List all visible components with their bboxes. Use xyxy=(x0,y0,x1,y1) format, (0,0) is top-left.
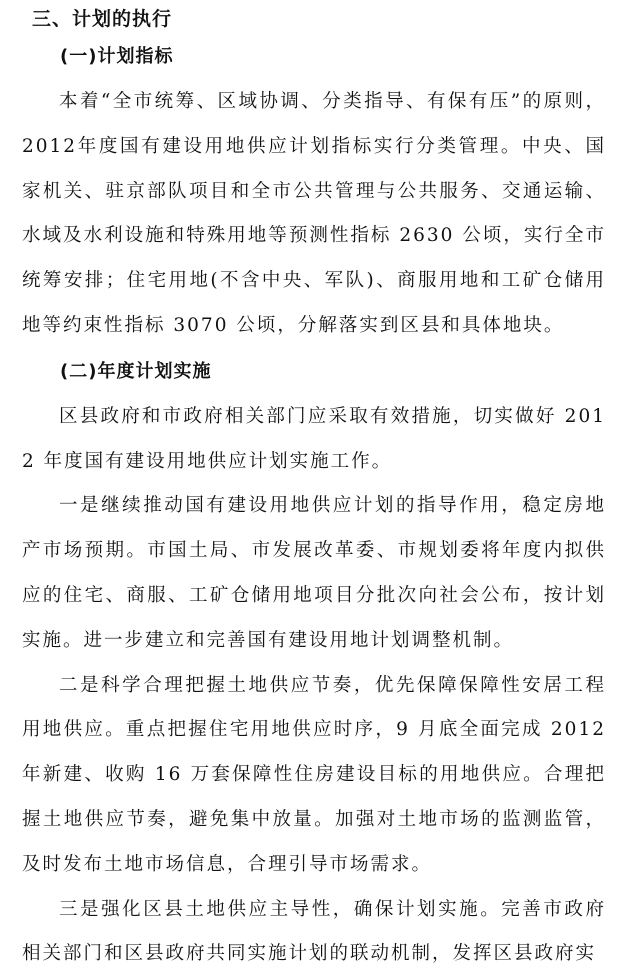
plan-indicators-paragraph: 本着“全市统筹、区域协调、分类指导、有保有压”的原则，2012年度国有建设用地供应计划指标实行分类管理。中央、国家机关、驻京部队项目和全市公共管理与公共服务、交通运输、水域及水利设施和特殊用地等预测性指标 2630 公顷，实行全市统筹安排；住宅用地(不含中央、军队)、商服用地和工矿仓储用地等约束性指标 3070 公顷，分解落实到区县和具体地块。 xyxy=(22,91,606,336)
section-heading: 三、计划的执行 xyxy=(32,8,173,30)
measure-three-paragraph: 三是强化区县土地供应主导性，确保计划实施。完善市政府相关部门和区县政府共同实施计划的联动机制，发挥区县政府实 xyxy=(22,898,606,965)
annual-plan-subheading: (二)年度计划实施 xyxy=(60,360,212,382)
measure-one-paragraph: 一是继续推动国有建设用地供应计划的指导作用，稳定房地产市场预期。市国土局、市发展改革委、市规划委将年度内拟供应的住宅、商服、工矿仓储用地项目分批次向社会公布，按计划实施。进一步建立和完善国有建设用地计划调整机制。 xyxy=(22,495,606,651)
plan-indicators-subheading: (一)计划指标 xyxy=(60,46,174,67)
annual-plan-intro-paragraph: 区县政府和市政府相关部门应采取有效措施，切实做好 2012 年度国有建设用地供应计划实施工作。 xyxy=(22,405,606,472)
measure-two-paragraph: 二是科学合理把握土地供应节奏，优先保障保障性安居工程用地供应。重点把握住宅用地供应时序，9 月底全面完成 2012 年新建、收购 16 万套保障性住房建设目标的用地供应。合理把握土地供应节奏，避免集中放量。加强对土地市场的监测监管，及时发布土地市场信息，合理引导市场需求。 xyxy=(22,674,606,875)
